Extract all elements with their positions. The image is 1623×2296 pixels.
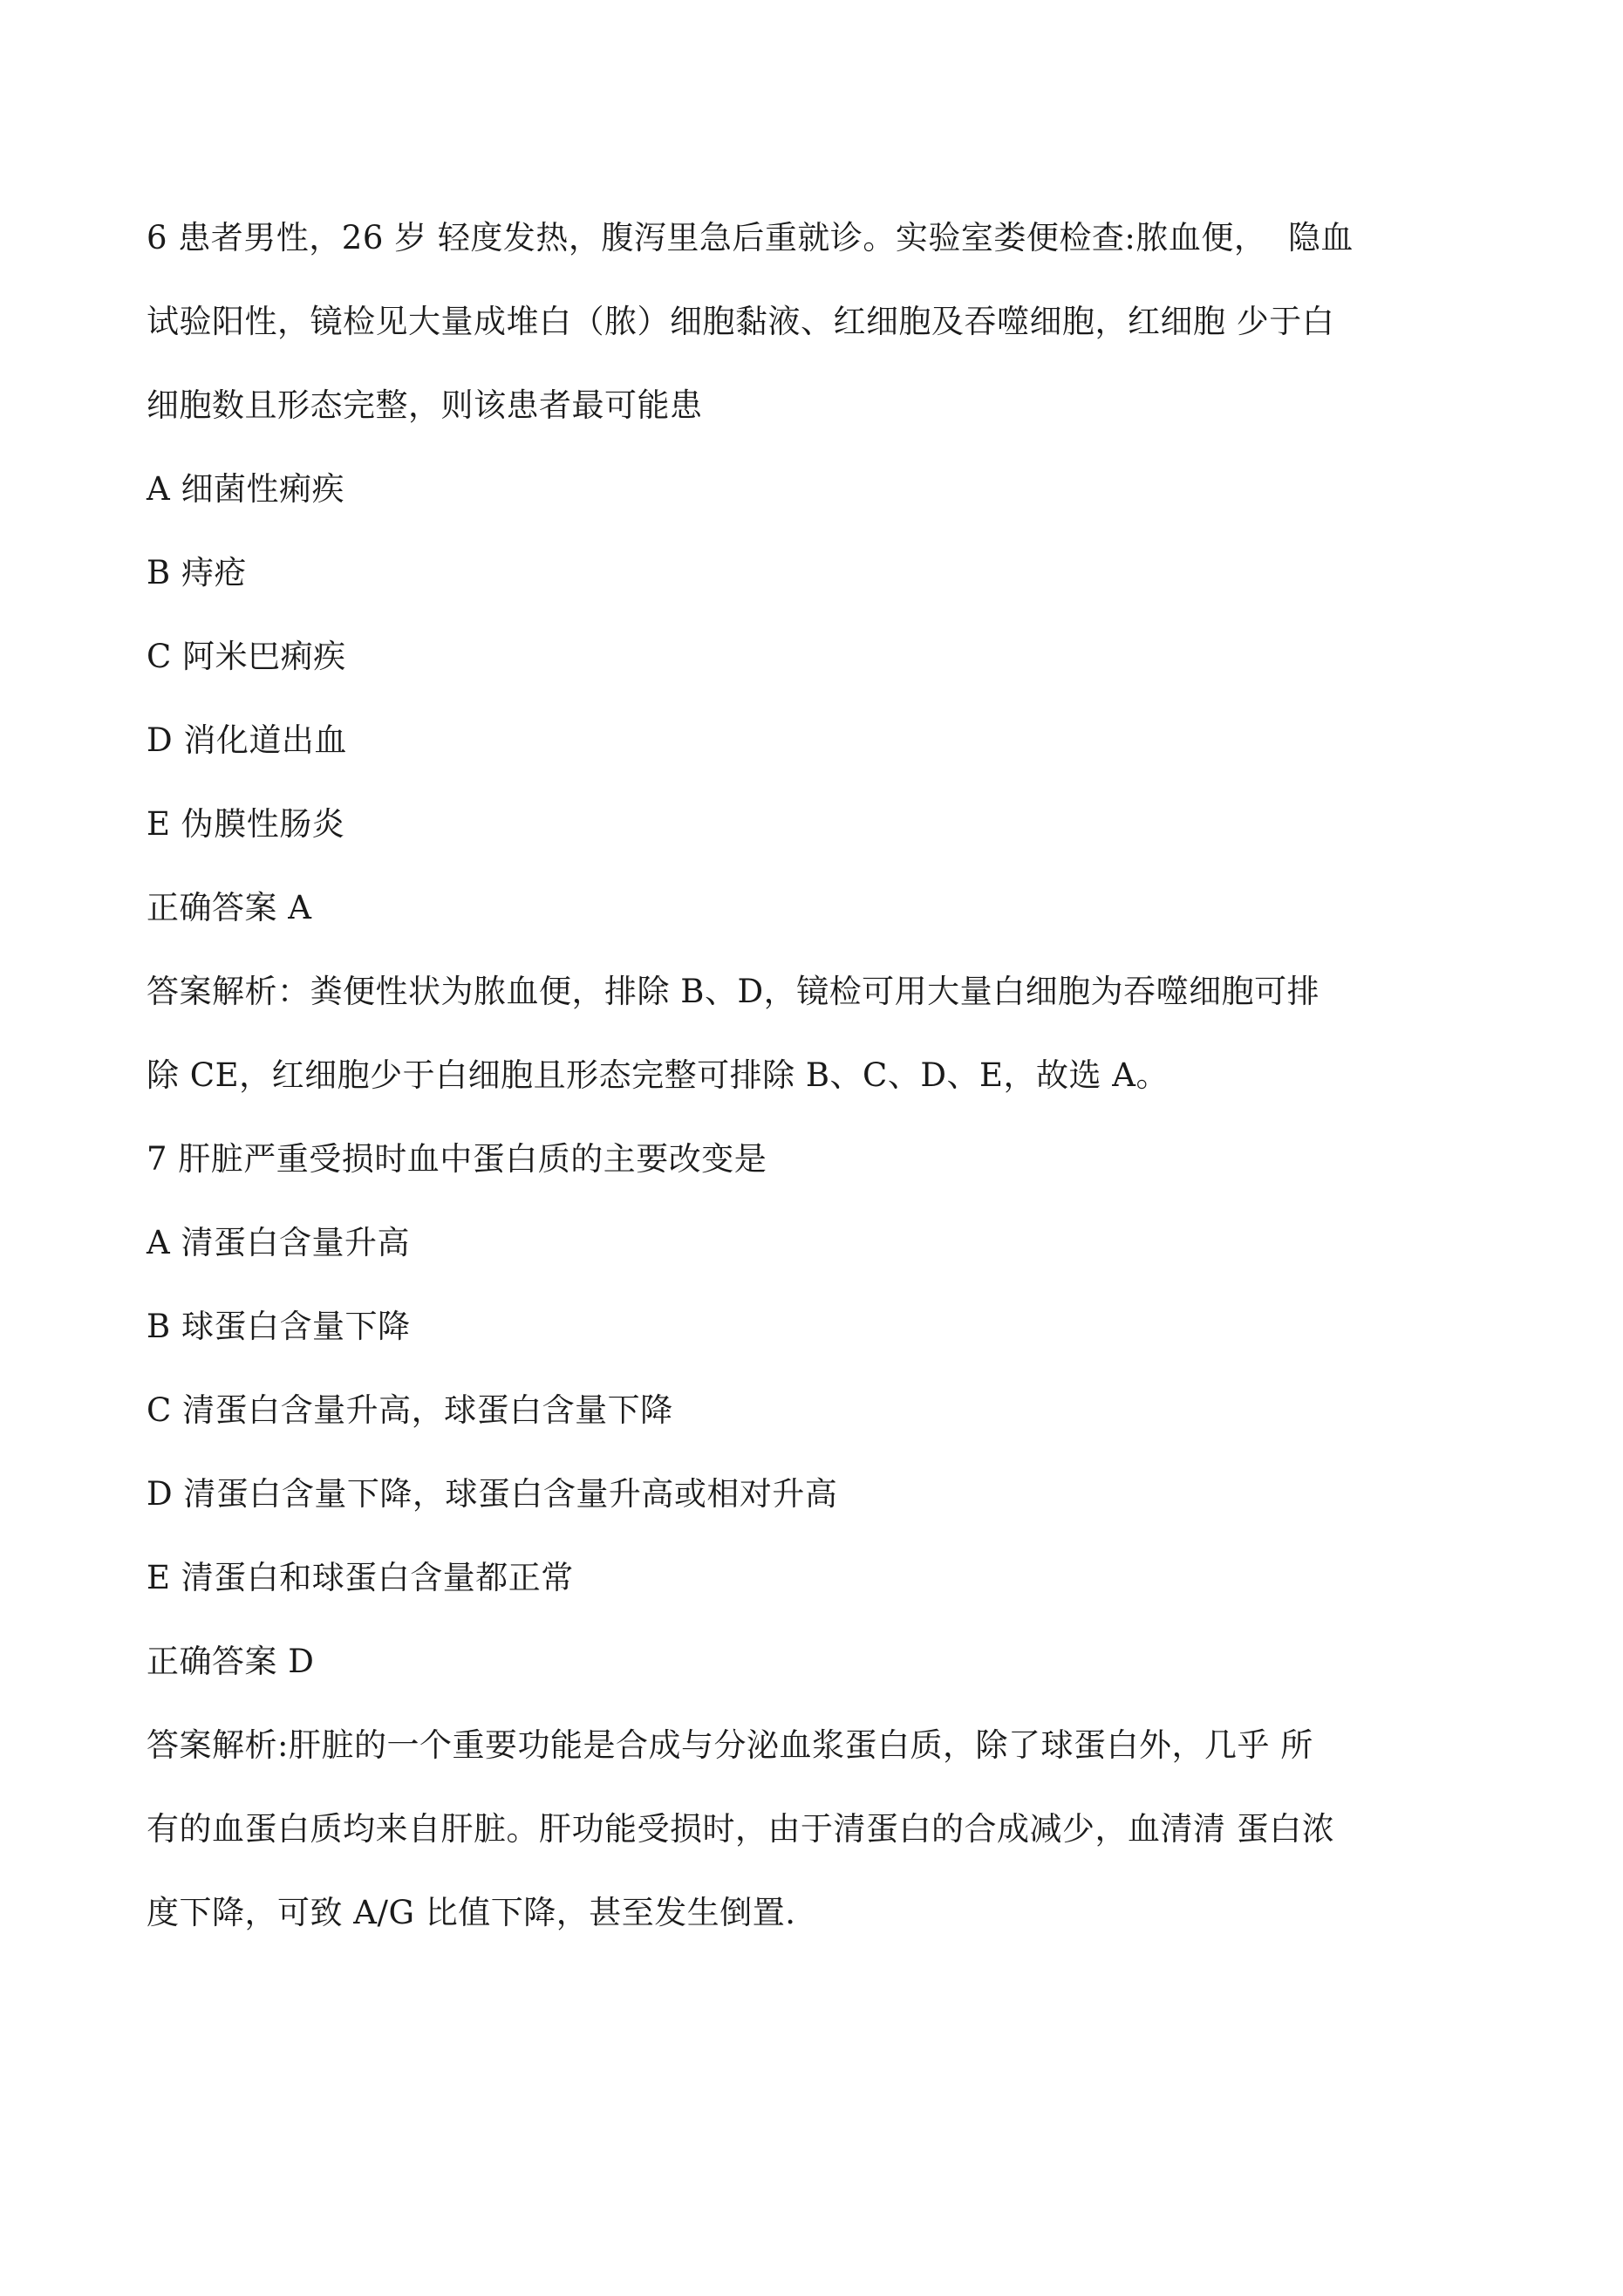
q7-option-d: D 清蛋白含量下降，球蛋白含量升高或相对升高	[147, 1475, 838, 1513]
q6-option-b: B 痔疮	[147, 554, 247, 591]
q6-option-c: C 阿米巴痢疾	[147, 638, 346, 675]
q7-option-c: C 清蛋白含量升高，球蛋白含量下降	[147, 1391, 673, 1429]
q7-option-b: B 球蛋白含量下降	[147, 1308, 411, 1345]
q6-analysis-line-2: 除 CE，红细胞少于白细胞且形态完整可排除 B、C、D、E，故选 A。	[147, 1056, 1169, 1094]
q7-correct-answer: 正确答案 D	[147, 1643, 315, 1680]
q6-option-d: D 消化道出血	[147, 721, 347, 759]
q7-option-a: A 清蛋白含量升高	[147, 1224, 410, 1261]
q6-option-e: E 伪膜性肠炎	[147, 805, 345, 843]
q6-correct-answer: 正确答案 A	[147, 889, 312, 926]
q7-option-e: E 清蛋白和球蛋白含量都正常	[147, 1559, 574, 1596]
q7-analysis-line-2: 有的血蛋白质均来自肝脏。肝功能受损时，由于清蛋白的合成减少，血清清 蛋白浓	[147, 1810, 1335, 1848]
q6-analysis-line-1: 答案解析：粪便性状为脓血便，排除 B、D，镜检可用大量白细胞为吞噬细胞可排	[147, 973, 1320, 1010]
q6-option-a: A 细菌性痢疾	[147, 470, 344, 508]
q6-stem-line-1: 6 患者男性，26 岁 轻度发热，腹泻里急后重就诊。实验室娄便检查:脓血便， 隐血	[147, 219, 1354, 256]
q7-analysis-line-1: 答案解析:肝脏的一个重要功能是合成与分泌血浆蛋白质，除了球蛋白外，几乎 所	[147, 1726, 1313, 1764]
q7-analysis-line-3: 度下降，可致 A/G 比值下降，甚至发生倒置.	[147, 1894, 796, 1931]
q6-stem-line-2: 试验阳性，镜检见大量成堆白（脓）细胞黏液、红细胞及吞噬细胞，红细胞 少于白	[147, 303, 1335, 340]
q6-stem-line-3: 细胞数且形态完整，则该患者最可能患	[147, 386, 703, 424]
q7-stem-line-1: 7 肝脏严重受损时血中蛋白质的主要改变是	[147, 1140, 767, 1178]
